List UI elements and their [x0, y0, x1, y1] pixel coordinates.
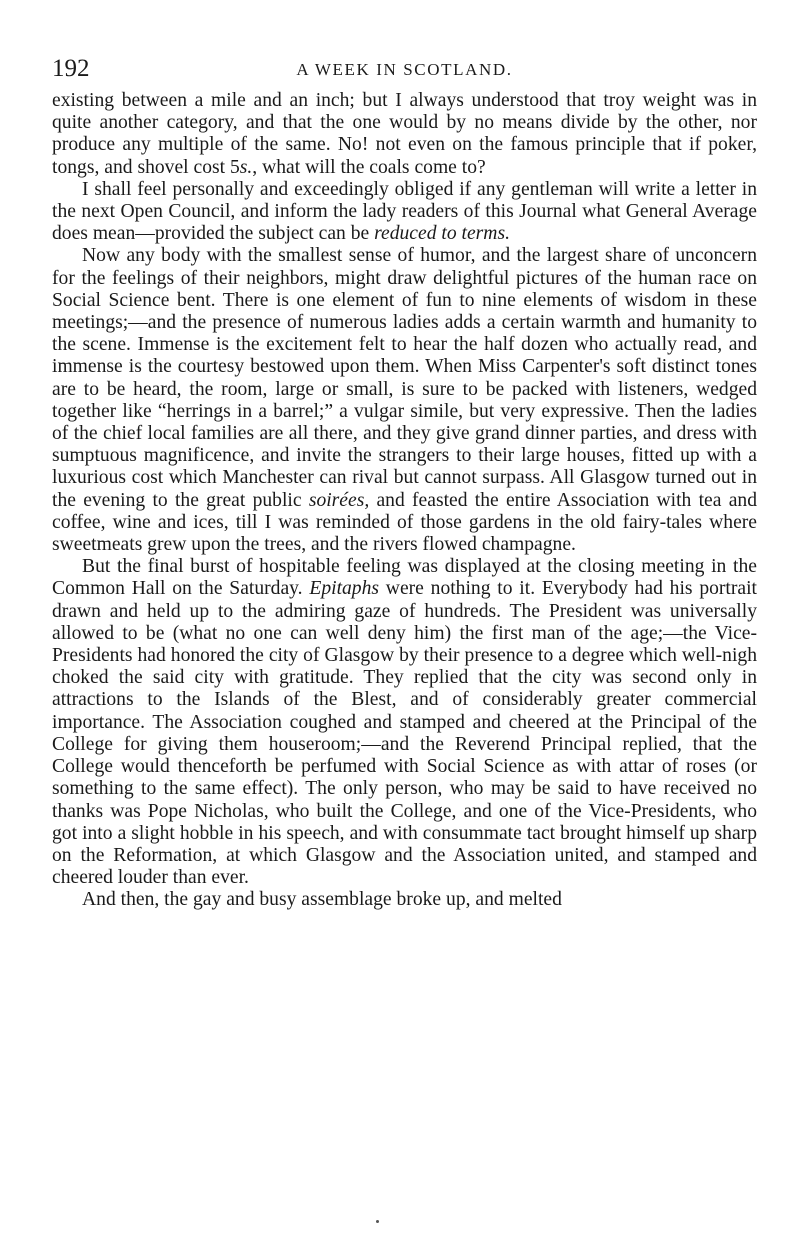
italic-text: soirées, — [308, 489, 370, 511]
paragraph — [52, 556, 757, 889]
body-text — [52, 90, 757, 912]
text-span: But the final burst of hospitable feeling was displayed at the closing meeting in the Common Hall on the Saturday. — [52, 556, 757, 600]
running-title: A WEEK IN SCOTLAND. — [296, 60, 513, 79]
text-span: Now any body with the smallest sense of humor, and the largest share of unconcern for the feelings of their neighbors, might draw delightful pictures of the human race on Social Science bent. There is one element of fun to nine elements of wisdom in these meetings;—and the presence of numerous ladies adds a certain warmth and humanity to the scene. Immense is the excitement felt to hear the half dozen who actually read, and immense is the courtesy bestowed upon them. When Miss Carpenter's soft distinct tones are to be heard, the room, large or small, is sure to be packed with listeners, wedged together like “herrings in a barrel;” a vulgar simile, but very expressive. Then the ladies of the chief local families are all there, and they give grand dinner parties, and dress with sumptuous magnificence, and invite the strangers to their large houses, fitted up with a luxurious cost which Manchester can rival but cannot surpass. All Glasgow turned out in the evening to the great public — [52, 245, 757, 511]
print-speck — [376, 1220, 379, 1223]
text-span: were nothing to it. Everybody had his portrait drawn and held up to the admiring gaze of hundreds. The President was universally allowed to be (what no one can well deny him) the first man of the age;—the Vice-Presidents had honored the city of Glasgow by their presence to a degree which well-nigh choked the said city with gratitude. They replied that the city was second only in attractions to the Islands of the Blest, and of considerably greater commercial importance. The Association coughed and stamped and cheered at the Principal of the College for giving them houseroom;—and the Reverend Principal replied, that the College would thenceforth be perfumed with Social Science as with attar of roses (or something to the same effect). The only person, who may be said to have received no thanks was Pope Nicholas, who built the College, and one of the Vice-Presidents, who got into a slight hobble in his speech, and with consummate tact brought himself up sharp on the Reformation, at which Glasgow and the Association united, and stamped and cheered louder than ever. — [52, 578, 757, 889]
text-span: existing between a mile and an inch; but I always understood that troy weight was in quite another category, and that the one would by no means divide by the other, nor produce any multiple of the same. No! not even on the famous principle that if poker, tongs, and shovel cost 5 — [52, 90, 757, 178]
text-span: and feasted the entire Association with tea and coffee, wine and ices, till I was reminded of those gardens in the old fairy-tales where sweetmeats grew upon the trees, and the rivers flowed champagne. — [52, 489, 757, 556]
paragraph — [52, 90, 757, 179]
page-number: 192 — [52, 55, 90, 82]
page-header — [52, 54, 757, 90]
book-page — [52, 54, 757, 912]
paragraph — [52, 889, 757, 911]
paragraph — [52, 245, 757, 556]
text-span: I shall feel personally and exceedingly obliged if any gentleman will write a letter in the next Open Council, and inform the lady readers of this Journal what General Average does mean—provided the subject can be — [52, 178, 757, 245]
italic-text: reduced to terms. — [374, 223, 510, 245]
italic-text: s. — [239, 156, 253, 178]
italic-text: Epitaphs — [309, 578, 380, 600]
paragraph — [52, 179, 757, 246]
text-span: And then, the gay and busy assemblage broke up, and melted — [82, 889, 562, 911]
text-span: , what will the coals come to? — [252, 156, 486, 178]
